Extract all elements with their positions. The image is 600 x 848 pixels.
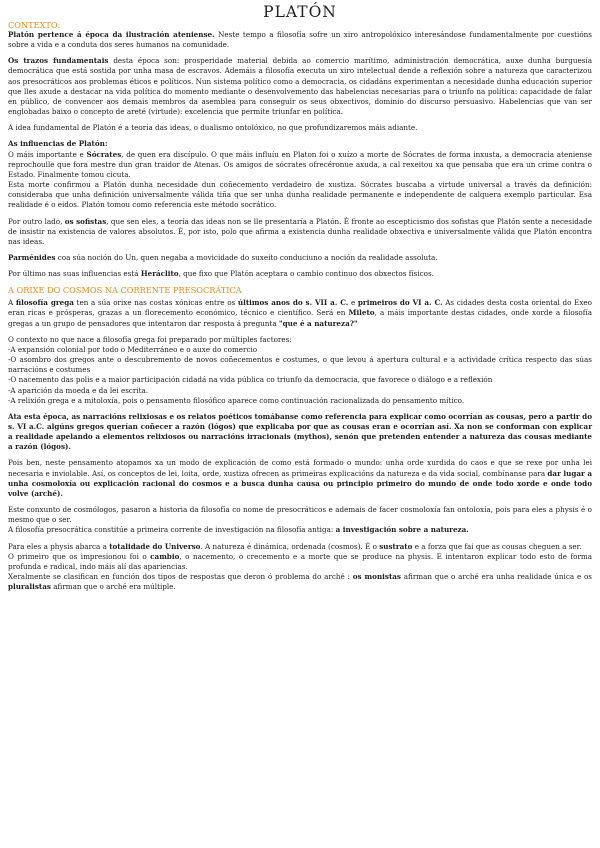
paragraph-trazos: Os trazos fundamentais desta época son: prosperidade material debida ao comercio marítimo, administración democrática, auxe dunha burguesía democrática que está sostida por unha masa de escravos. Ademáis a filosofía executa un xiro intelectual dende a reflexión sobre a natureza que caracterizou aos presocráticos aos problemas éticos e políticos. Nun sistema político como a democracia, os cidadáns experimentan a necesidade dunha educación superior que lles axude a destacar na vida política do momento mediante o desenvolvemento das habelencias necesarias para o triunfo na política: capacidade de falar en público, de convencer aos demais membros da asemblea para conseguir os seus obxectivos, dominio do discurso persuasivo. Habelencias que van ser englobadas baixo o concepto de areté (virtude): excelencia que permite triunfar en política. (8, 56, 592, 117)
list-item: -A relixión grega e a mitoloxía, pois o pensamento filosófico aparece como continuación racionalizada do pensamento mítico. (8, 395, 465, 405)
paragraph-cosmoloxia: Pois ben, neste pensamento atopamos xa un modo de explicación de como está formado o mundo: unha orde xurdida do caos e que se rexe por unha lei necesaria e inviolable. Así, os conceptos de lei, loita, orde, xustiza ofrecen as primeiras explicacións da natureza e da vida social, combínanse para dar lugar a unha cosmoloxía ou explicación racional do cosmos e a busca dunha causa ou principio primeiro do mundo de onde todo xorde e onde todo volve (arché). (8, 458, 592, 498)
paragraph-sofistas: Por outro lado, os sofistas, que sen eles, a teoría das ideas non se lle presentaría a Platón. É fronte ao escepticismo dos sofistas que Platón sente a necesidade de insistir na existencia de valores absolutos. É, por isto, polo que afirma a existencia dunha realidade obxectiva e universalmente válida que Platón encontra nas ideas. (8, 216, 592, 246)
paragraph-heraclito: Por último nas suas influencias está Heráclito, que fixo que Platón aceptara o cambio continuo dos obxectos físicos. (8, 269, 434, 279)
document-page (8, 4, 592, 592)
paragraph-physis: Para eles a physis abarca a totalidade do Universo. A natureza é dinámica, ordenada (cosmos). É o sustrato e a forza que fai que as cousas cheguen a ser. (8, 541, 582, 551)
paragraph-parmenides: Parménides coa súa noción do Un, quen negaba a movicidade do suxeito conduciuno a noción da realidade assoluta. (8, 252, 438, 262)
section-heading-orixe: A ORIXE DO COSMOS NA CORRENTE PRESOCRÁTICA (8, 285, 242, 296)
section-heading-context: CONTEXTO: (8, 20, 61, 30)
page-title: PLATÓN (263, 3, 337, 21)
paragraph-cambio: O primeiro que os impresionou foi o cambio, o nacemento, o crecemento e a morte que se produce na physis. E intentaron explicar todo esto de forma profunda e radical, indo máis alí das apariencias. (8, 551, 592, 571)
list-item: -O nacemento das polis e a maior participación cidadá na vida pública co triunfo da democracia, que favorece o diálogo e a reflexión (8, 375, 493, 385)
paragraph-context-intro: O contexto no que nace a filosofía grega foi preparado por múltiples factores: (8, 334, 292, 344)
paragraph-idea-fundamental: A idea fundamental de Platón é a teoría das ideas, o dualismo ontolóxico, no que profundizaremos máis adiante. (8, 123, 418, 133)
paragraph-cosmologos: Este conxunto de cosmólogos, pasaron a historia da filosofía co nome de presocráticos e ademais de facer cosmoloxía fan ontoloxía, pois para eles a physis é o mesmo que o ser. (8, 505, 592, 525)
list-item: -A aparición da moeda e da lei escrita. (8, 385, 149, 395)
paragraph-socrates: O máis importante e Sócrates, de quen era discípulo. O que máis influíu en Platon foi o xuízo a morte de Sócrates de forma inxusta, a democracia ateniense reprochoulle que fora mestre dun gran traidor de Atenas. Os amigos de sócrates ofrecéronue axuda, a cal rexeitou xa que pensaba que era un crime contra o Estado. Finalmente tomou cicuta. (8, 149, 592, 179)
paragraph-mythos-logos: Ata esta época, as narracións relixiosas e os relatos poéticos tomábanse como referencia para explicar como ocorrían as cousas, pero a partir do s. VI a.C. algúns gregos querían coñecer a razón (lógos) que explicaba por que as cousas eran e ocorrían así. Xa non se conforman con explicar a realidade apelando a elementos relixiosos ou narracións irracionais (mythos), senón que pretenden entender a natureza das cousas mediante a razón (lógos). (8, 411, 592, 452)
list-item: -A expansión colonial por todo o Mediterráneo e o auxe do comercio (8, 344, 258, 354)
paragraph-morte-socrates: Esta morte confirmou a Platón dunha necesidade dun coñecemento verdadeiro de xustiza. Sócrates buscaba a virtude universal a través da definición: consideraba que unha definición universalmente válida tiña que ser unha dunha realidade permanente e independente de calquera exemplo particular. Esa realidade é o eidos. Platón tomou como referencia este método socrático. (8, 180, 592, 210)
list-item: -O asombro dos gregos ante o descubremento de novos coñecementos e costumes, o que levou á apertura cultural e a actividade crítica respecto das súas narracións e costumes (8, 355, 592, 375)
paragraph-ilustracion: Platón pertence á época da ilustración ateniense. Neste tempo a filosofía sofre un xiro antropolóxico interesándose fundamentalmente por cuestións sobre a vida e a conduta dos seres humanos na comunidade. (8, 30, 592, 50)
paragraph-orixe: A filosofía grega ten a súa orixe nas costas xónicas entre os últimos anos do s. VII a. C. e primeiros do VI a. C. As cidades desta costa oriental do Exeo eran ricas e prósperas, grazas a un florecemento económico, técnico e científico. Será en Mileto, a máis importante destas cidades, onde xorde a filosofía gregas a un grupo de pensadores que intentaron dar resposta á pregunta "que é a natureza?" (8, 298, 593, 328)
paragraph-monistas: Xeralmente se clasifican en función dos tipos de respostas que deron ó problema do arché : os monistas afirman que o arché era unha realidade única e os pluralistas afirman que o arché era múltiple. (8, 572, 592, 592)
paragraph-presocratica: A filosofía presocrática constitúe a primeira corrente de investigación na filosofía antiga: a investigación sobre a natureza. (8, 525, 469, 535)
influences-heading: As influencias de Platón: (8, 139, 108, 149)
